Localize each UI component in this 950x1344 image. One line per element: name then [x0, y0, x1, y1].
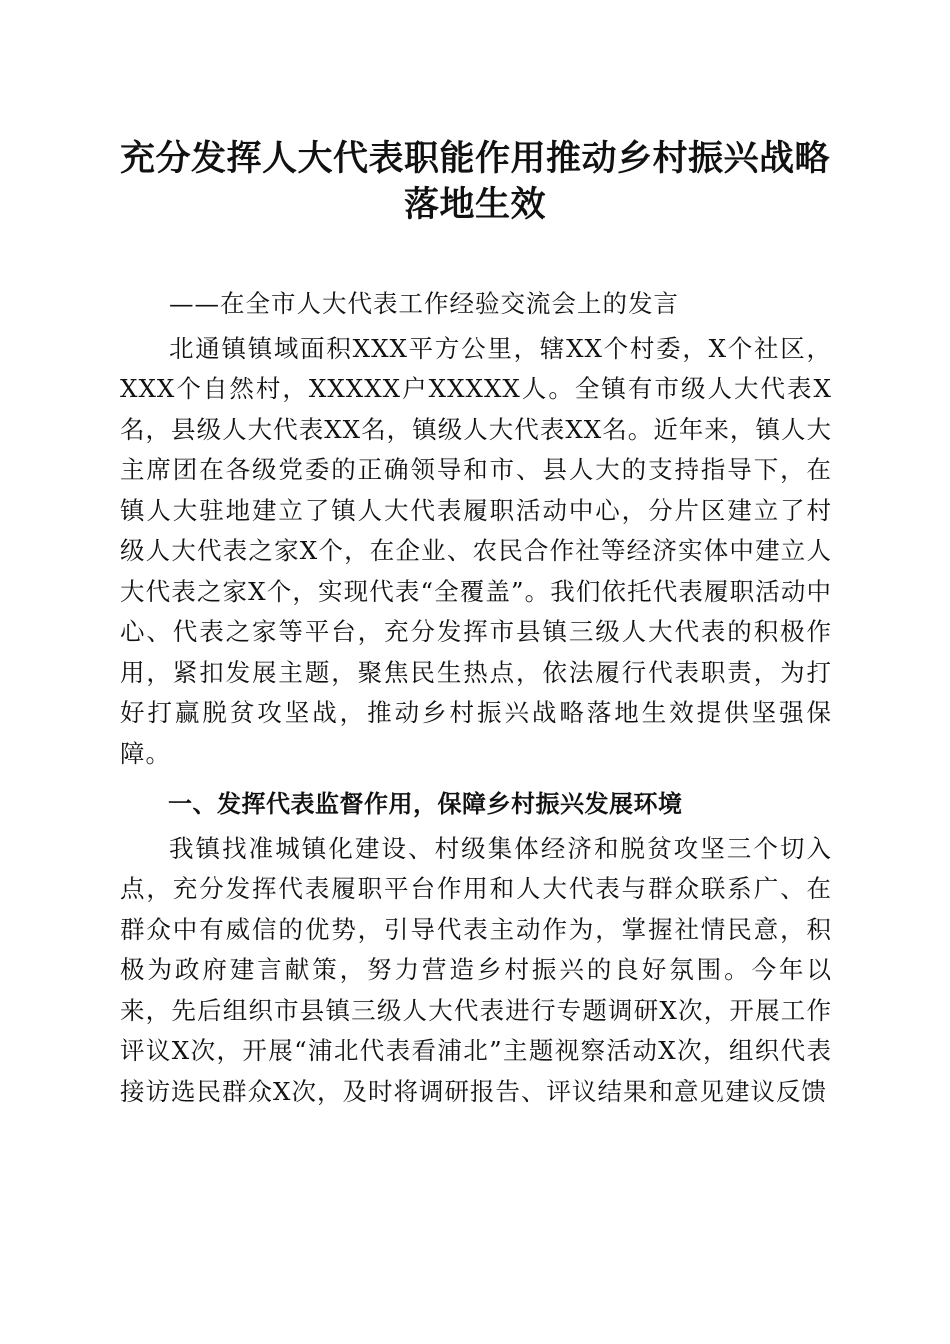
document-title — [110, 136, 840, 228]
document-title-line-2: 落地生效 — [403, 185, 546, 225]
document-title-line-1: 充分发挥人大代表职能作用推动乡村振兴战略 — [119, 139, 830, 179]
section-1-paragraph: 我镇找准城镇化建设、村级集体经济和脱贫攻坚三个切入点，充分发挥代表履职平台作用和人大代表与群众联系广、在群众中有威信的优势，引导代表主动作为，掌握社情民意，积极为政府建言献策，努力营造乡村振兴的良好氛围。今年以来，先后组织市县镇三级人大代表进行专题调研X次，开展工作评议X次，开展“浦北代表看浦北”主题视察活动X次，组织代表接访选民群众X次，及时将调研报告、评议结果和意见建议反馈 — [120, 833, 832, 1106]
intro-paragraph: 北通镇镇域面积XXX平方公里，辖XX个村委，X个社区，XXX个自然村，XXXXX户XXXXX人。全镇有市级人大代表X名，县级人大代表XX名，镇级人大代表XX名。近年来，镇人大主席团在各级党委的正确领导和市、县人大的支持指导下，在镇人大驻地建立了镇人大代表履职活动中心，分片区建立了村级人大代表之家X个，在企业、农民合作社等经济实体中建立人大代表之家X个，实现代表“全覆盖”。我们依托代表履职活动中心、代表之家等平台，充分发挥市县镇三级人大代表的积极作用，紧扣发展主题，聚焦民生热点，依法履行代表职责，为打好打赢脱贫攻坚战，推动乡村振兴战略落地生效提供坚强保障。 — [120, 333, 832, 768]
document-subtitle: ——在全市人大代表工作经验交流会上的发言 — [169, 289, 679, 318]
document-body — [120, 284, 832, 1112]
section-1-heading: 一、发挥代表监督作用，保障乡村振兴发展环境 — [168, 790, 683, 818]
